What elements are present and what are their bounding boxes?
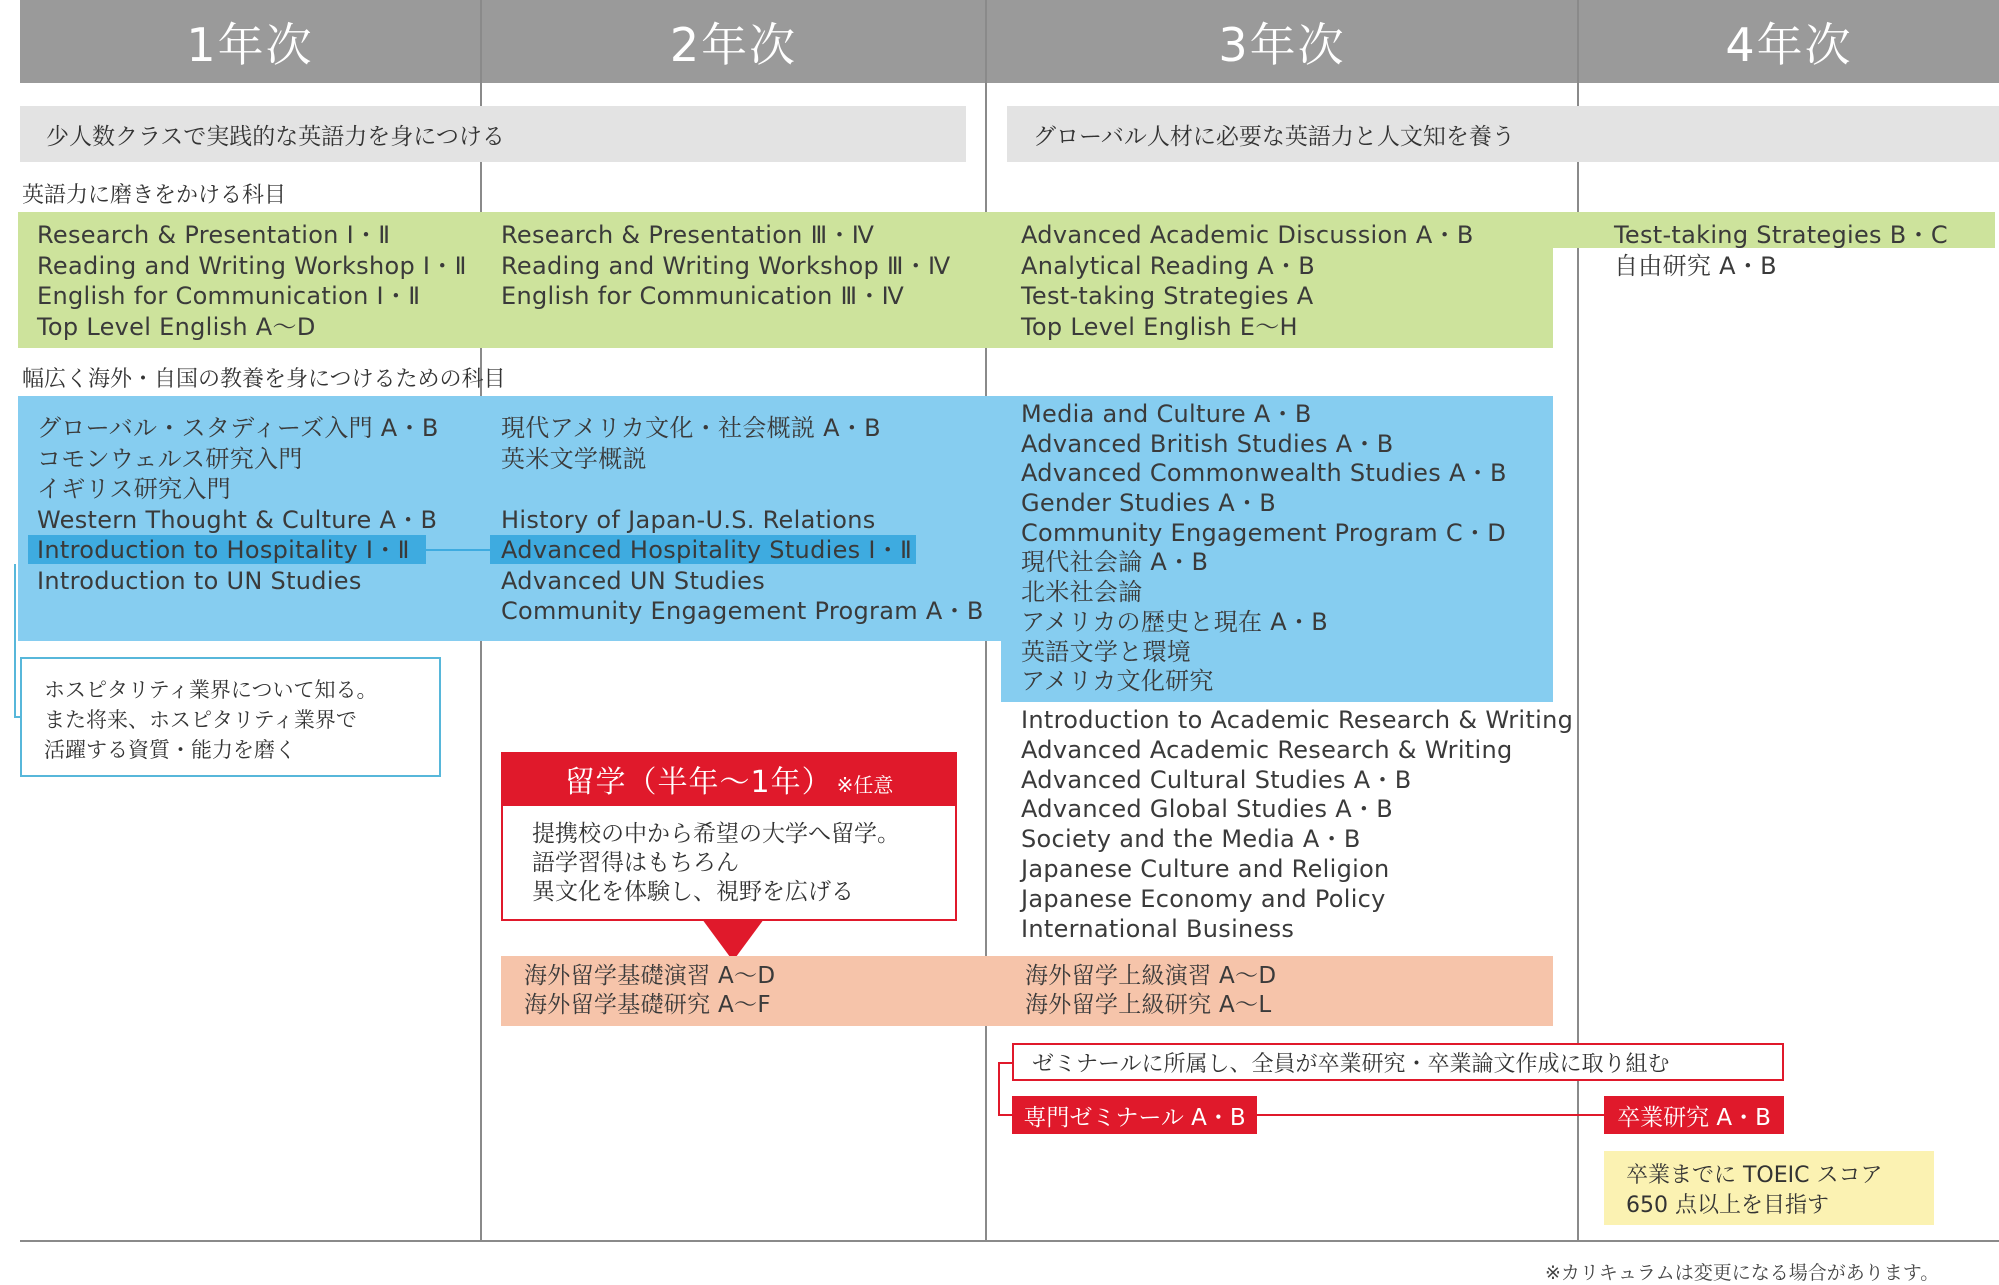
english-courses-y4 xyxy=(1614,220,1948,281)
abroad-courses-basic xyxy=(524,962,775,1020)
course-item: Introduction to Hospitality Ⅰ・Ⅱ xyxy=(37,536,410,564)
course-item: Advanced UN Studies xyxy=(501,566,766,595)
goal-band-early xyxy=(20,106,966,162)
course-item: History of Japan-U.S. Relations xyxy=(501,505,876,534)
hospitality-note xyxy=(20,657,441,777)
study-abroad-arrow xyxy=(702,919,764,961)
course-item: Analytical Reading A・B xyxy=(1021,251,1316,280)
liberal-courses-y1 xyxy=(37,413,439,596)
course-item: Advanced Academic Discussion A・B xyxy=(1021,221,1474,249)
course-item: コモンウェルス研究入門 xyxy=(37,444,303,473)
course-item: Advanced Academic Research & Writing xyxy=(1021,735,1513,764)
thesis-year4: 卒業研究 A・B xyxy=(1604,1096,1784,1134)
bottom-rule xyxy=(20,1240,1999,1242)
year-header-3 xyxy=(987,0,1577,83)
year-label: 1年次 xyxy=(186,17,314,72)
note-line: また将来、ホスピタリティ業界で xyxy=(44,708,357,732)
year-header-1 xyxy=(20,0,480,83)
study-abroad-optional: ※任意 xyxy=(836,772,894,797)
course-item: Advanced Global Studies A・B xyxy=(1021,795,1394,824)
liberal-courses-y2 xyxy=(501,413,984,627)
body-line: 提携校の中から希望の大学へ留学。 xyxy=(532,821,900,847)
seminar-bracket-vertical xyxy=(998,1062,1000,1116)
course-item: Test-taking Strategies A xyxy=(1021,282,1314,310)
note-connector-vertical xyxy=(14,564,16,718)
seminar-connector xyxy=(1257,1114,1604,1116)
year-label: 2年次 xyxy=(669,17,798,72)
year-label: 3年次 xyxy=(1218,17,1346,72)
year-header-4 xyxy=(1579,0,1999,83)
category-english-heading: 英語力に磨きをかける科目 xyxy=(22,183,287,208)
course-item: 海外留学基礎研究 A〜F xyxy=(524,992,771,1018)
liberal-courses-y3-plain xyxy=(1021,706,1573,944)
course-item xyxy=(501,474,984,505)
note-line: 活躍する資質・能力を磨く xyxy=(44,738,296,762)
seminar-note-text: ゼミナールに所属し、全員が卒業研究・卒業論文作成に取り組む xyxy=(1032,1051,1670,1077)
course-item: 現代アメリカ文化・社会概説 A・B xyxy=(501,414,881,442)
course-item: イギリス研究入門 xyxy=(37,475,231,503)
course-item: 北米社会論 xyxy=(1021,578,1143,607)
course-item: 海外留学基礎演習 A〜D xyxy=(524,963,776,989)
course-item: 現代社会論 A・B xyxy=(1021,548,1209,577)
study-abroad-header xyxy=(501,752,957,806)
category-liberal-heading: 幅広く海外・自国の教養を身につけるための科目 xyxy=(22,367,506,392)
year-label: 4年次 xyxy=(1725,17,1853,72)
course-item: Community Engagement Program A・B xyxy=(501,597,984,625)
footnote: ※カリキュラムは変更になる場合があります。 xyxy=(1545,1262,1940,1284)
course-item: Top Level English E〜H xyxy=(1021,312,1298,341)
goal-text: 少人数クラスで実践的な英語力を身につける xyxy=(46,123,505,150)
note-line: ホスピタリティ業界について知る。 xyxy=(44,678,378,702)
course-item: Gender Studies A・B xyxy=(1021,489,1277,518)
course-item: English for Communication Ⅲ・Ⅳ xyxy=(501,282,905,310)
course-item: Advanced British Studies A・B xyxy=(1021,429,1394,458)
course-item: Top Level English A〜D xyxy=(37,312,316,341)
course-item: Test-taking Strategies B・C xyxy=(1614,221,1948,249)
abroad-courses-advanced xyxy=(1025,962,1276,1020)
year-header-2 xyxy=(482,0,985,83)
course-item: Advanced Cultural Studies A・B xyxy=(1021,765,1412,794)
course-item: グローバル・スタディーズ入門 A・B xyxy=(37,414,439,442)
course-item: Introduction to UN Studies xyxy=(37,566,362,595)
course-item: 海外留学上級研究 A〜L xyxy=(1025,992,1272,1018)
toeic-line: 650 点以上を目指す xyxy=(1626,1193,1829,1218)
course-item: Reading and Writing Workshop Ⅲ・Ⅳ xyxy=(501,251,951,280)
course-item: アメリカ文化研究 xyxy=(1021,667,1214,696)
course-item: Introduction to Academic Research & Writing xyxy=(1021,706,1574,734)
study-abroad-title: 留学（半年〜1年） xyxy=(564,765,833,800)
body-line: 異文化を体験し、視野を広げる xyxy=(532,879,854,905)
course-item: Community Engagement Program C・D xyxy=(1021,518,1506,547)
goal-band-late xyxy=(1007,106,1999,162)
course-item: Advanced Commonwealth Studies A・B xyxy=(1021,459,1507,488)
seminar-bracket-top xyxy=(998,1062,1012,1064)
course-item: International Business xyxy=(1021,914,1295,943)
english-courses-y3 xyxy=(1021,220,1474,342)
course-item: English for Communication Ⅰ・Ⅱ xyxy=(37,282,421,310)
course-item: 英米文学概説 xyxy=(501,444,647,473)
goal-text: グローバル人材に必要な英語力と人文知を養う xyxy=(1033,123,1515,150)
course-item: 英語文学と環境 xyxy=(1021,637,1192,666)
course-item: Research & Presentation Ⅲ・Ⅳ xyxy=(501,221,875,249)
course-item: Reading and Writing Workshop Ⅰ・Ⅱ xyxy=(37,251,467,280)
course-item: Advanced Hospitality Studies Ⅰ・Ⅱ xyxy=(501,536,913,564)
course-item: Western Thought & Culture A・B xyxy=(37,505,438,534)
course-item: 海外留学上級演習 A〜D xyxy=(1025,963,1277,989)
course-item: Research & Presentation Ⅰ・Ⅱ xyxy=(37,221,391,249)
english-courses-y2 xyxy=(501,220,951,312)
course-item: Society and the Media A・B xyxy=(1021,825,1361,854)
toeic-goal xyxy=(1604,1151,1934,1225)
seminar-year3: 専門ゼミナール A・B xyxy=(1012,1096,1257,1134)
course-item: アメリカの歴史と現在 A・B xyxy=(1021,607,1329,636)
course-item: Media and Culture A・B xyxy=(1021,400,1312,428)
body-line: 語学習得はもちろん xyxy=(532,850,739,876)
course-item: Japanese Economy and Policy xyxy=(1021,884,1386,913)
course-item: Japanese Culture and Religion xyxy=(1021,854,1390,883)
course-item: 自由研究 A・B xyxy=(1614,251,1777,280)
seminar-note xyxy=(1012,1043,1784,1081)
seminar-bracket-bottom xyxy=(998,1114,1012,1116)
toeic-line: 卒業までに TOEIC スコア xyxy=(1626,1163,1883,1188)
english-courses-y1 xyxy=(37,220,467,342)
liberal-courses-y3-blue xyxy=(1021,400,1507,697)
study-abroad-body xyxy=(532,820,900,907)
